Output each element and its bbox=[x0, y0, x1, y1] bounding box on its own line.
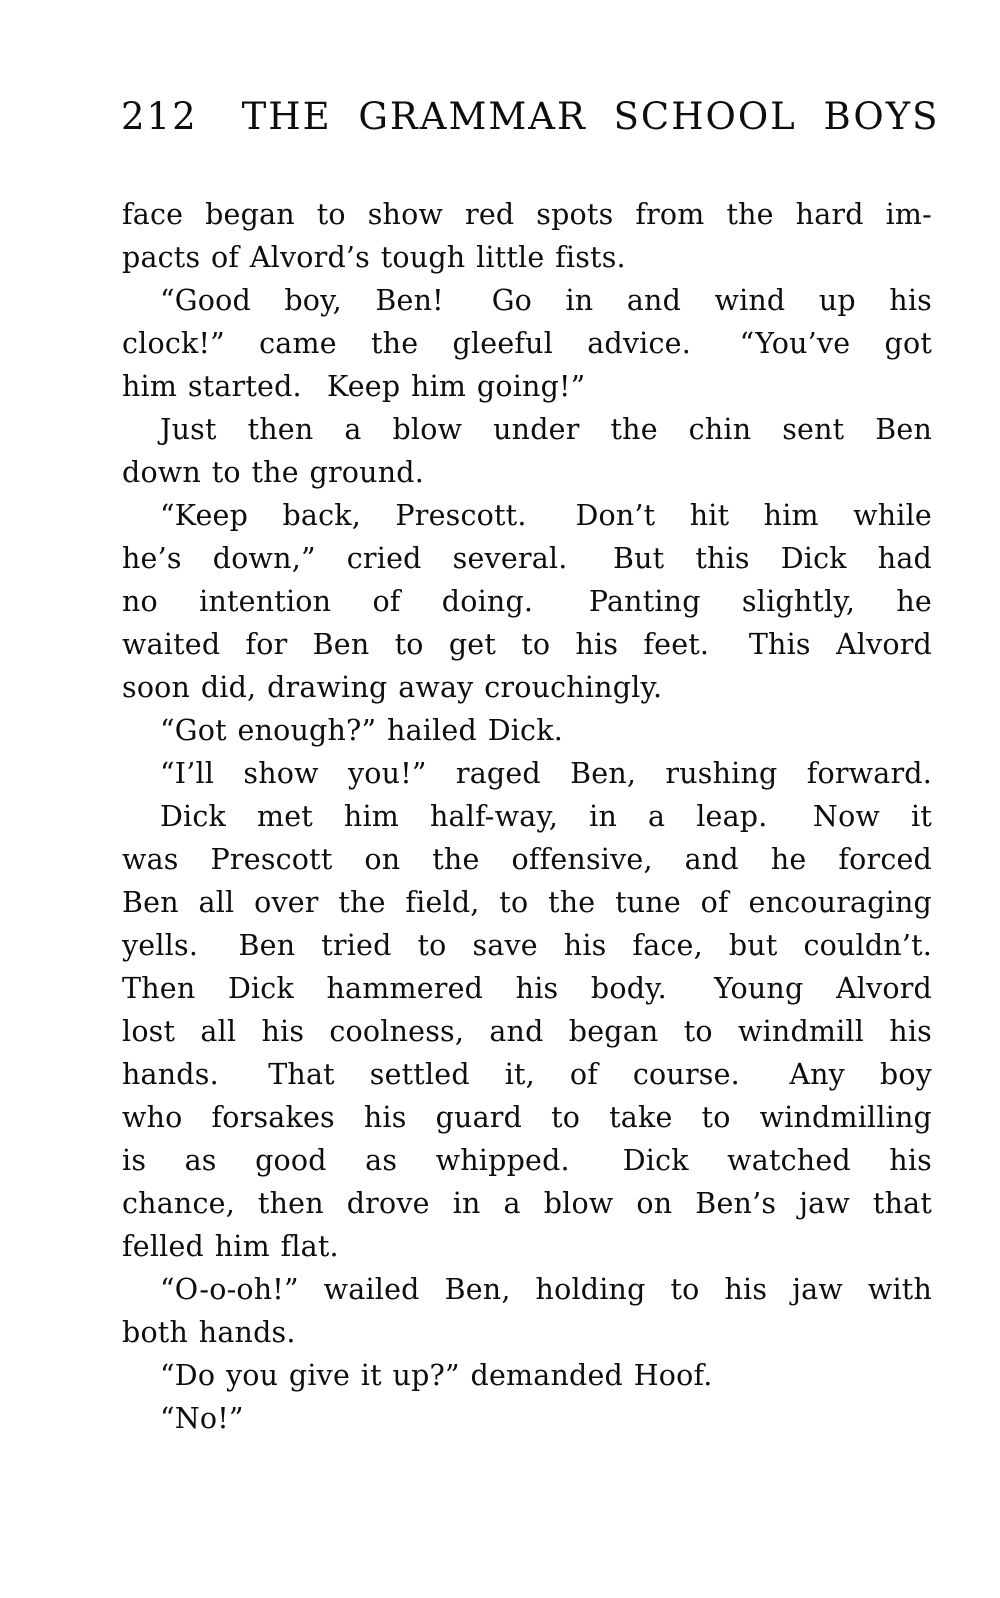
text-line: “No!” bbox=[160, 1402, 244, 1435]
text-line: “Got enough?” hailed Dick. bbox=[160, 714, 563, 747]
text-line: him started. Keep him going!” bbox=[122, 370, 586, 403]
text-line: clock!” came the gleeful advice. “You’ve got bbox=[122, 327, 932, 360]
text-line: hands. That settled it, of course. Any boy bbox=[122, 1058, 932, 1091]
running-title: THE GRAMMAR SCHOOL BOYS bbox=[241, 95, 940, 138]
text-line: “Keep back, Prescott. Don’t hit him while bbox=[160, 499, 932, 532]
text-line: no intention of doing. Panting slightly, he bbox=[122, 585, 932, 618]
text-line: felled him flat. bbox=[122, 1230, 339, 1263]
text-line: Ben all over the field, to the tune of encouraging bbox=[122, 886, 932, 919]
text-line: Dick met him half-way, in a leap. Now it bbox=[160, 800, 932, 833]
text-line: “I’ll show you!” raged Ben, rushing forward. bbox=[160, 757, 932, 790]
text-line: “O-o-oh!” wailed Ben, holding to his jaw with bbox=[160, 1273, 932, 1306]
text-line: face began to show red spots from the hard im- bbox=[122, 198, 932, 231]
page-number: 212 bbox=[121, 95, 198, 138]
text-line: Just then a blow under the chin sent Ben bbox=[160, 413, 932, 446]
text-line: “Good boy, Ben! Go in and wind up his bbox=[160, 284, 932, 317]
text-line: pacts of Alvord’s tough little fists. bbox=[122, 241, 626, 274]
text-line: who forsakes his guard to take to windmilling bbox=[122, 1101, 932, 1134]
text-line: was Prescott on the offensive, and he forced bbox=[122, 843, 932, 876]
text-line: both hands. bbox=[122, 1316, 296, 1349]
text-line: lost all his coolness, and began to windmill his bbox=[122, 1015, 932, 1048]
text-line: chance, then drove in a blow on Ben’s jaw that bbox=[122, 1187, 932, 1220]
text-line: he’s down,” cried several. But this Dick had bbox=[122, 542, 932, 575]
text-lines bbox=[122, 193, 932, 1440]
text-line: “Do you give it up?” demanded Hoof. bbox=[160, 1359, 713, 1392]
running-header bbox=[121, 97, 940, 137]
text-line: down to the ground. bbox=[122, 456, 424, 489]
text-line: Then Dick hammered his body. Young Alvord bbox=[122, 972, 932, 1005]
text-line: yells. Ben tried to save his face, but couldn’t. bbox=[122, 929, 932, 962]
text-line: soon did, drawing away crouchingly. bbox=[122, 671, 663, 704]
text-line: is as good as whipped. Dick watched his bbox=[122, 1144, 932, 1177]
text-line: waited for Ben to get to his feet. This Alvord bbox=[122, 628, 932, 661]
